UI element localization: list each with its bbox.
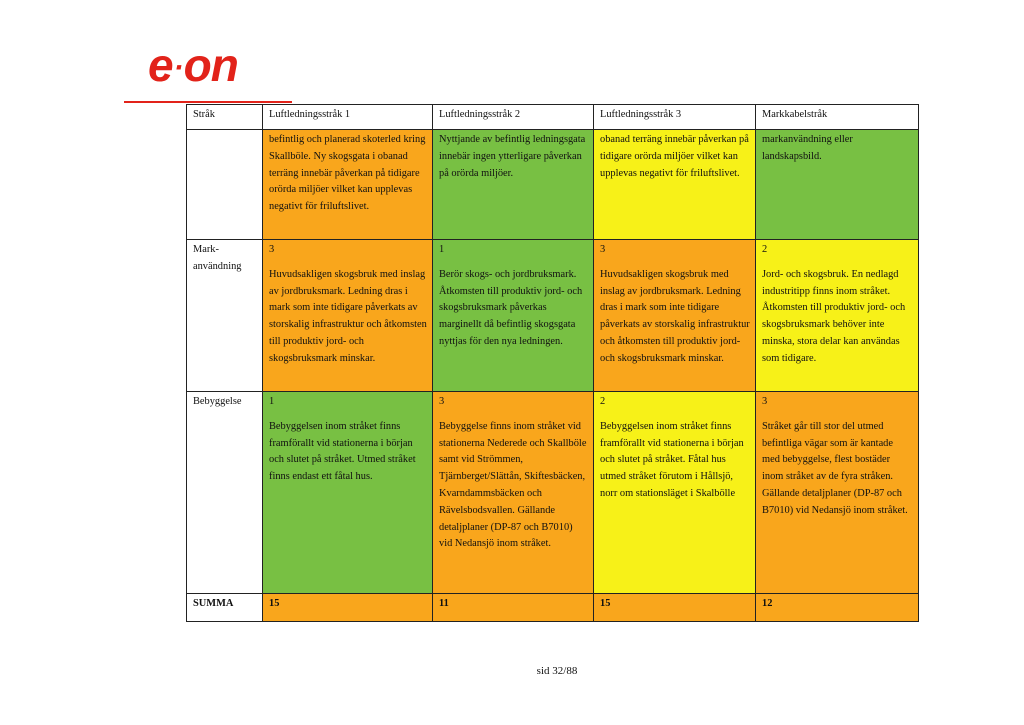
- cell-text: befintlig och planerad skoterled kring Skallböle. Ny skogsgata i obanad terräng innebär påverkan på tidigare orörda miljöer vilket kan upplevas negativt för friluftslivet.: [269, 134, 426, 213]
- cell-text: Huvudsakligen skogsbruk med inslag av jordbruksmark. Ledning dras i mark som inte tidigare påverkats av storskalig infrastruktur och åtkomsten till produktiv jord- och skogsbruksmark minskar.: [269, 268, 427, 364]
- score-value: 3: [600, 244, 606, 255]
- cell-text: Huvudsakligen skogsbruk med inslag av jordbruksmark. Ledning dras i mark som inte tidigare påverkats av storskalig infrastruktur och åtkomsten till produktiv jord- och skogsbruksmark minskar.: [600, 268, 750, 364]
- sum-value: 15: [263, 594, 433, 622]
- logo-dot: ·: [173, 51, 183, 84]
- table-cell: [756, 240, 919, 392]
- header-row: [187, 105, 919, 130]
- table-row-markanvandning: [187, 240, 919, 392]
- page-number: sid 32/88: [536, 665, 578, 677]
- header-cell-strak-3: Luftledningsstråk 3: [594, 105, 756, 130]
- cell-text: markanvändning eller landskapsbild.: [762, 134, 853, 162]
- cell-text: Bebyggelsen inom stråket finns framförallt vid stationerna i början och slutet på stråket. Fåtal hus utmed stråket förutom i Hållsjö, norr om stationsläget i Skalbölle: [600, 420, 744, 499]
- cell-text: Berör skogs- och jordbruksmark. Åtkomsten till produktiv jord- och skogsbruksmark påverkas marginellt då befintlig skogsgata nyttjas för den nya ledningen.: [439, 268, 583, 347]
- table-cell: [433, 240, 594, 392]
- cell-text: Bebyggelse finns inom stråket vid stationerna Nederede och Skallböle samt vid Strömmen, Tjärnberget/Slättån, Skiftesbäcken, Kvarndammsbäcken och Rävelsbodsvallen. Gällande detaljplaner (DP-87 och B7010) vid Nedansjö inom stråket.: [439, 420, 587, 550]
- header-cell-markkabel: Markkabelstråk: [756, 105, 919, 130]
- score-value: 3: [269, 244, 275, 255]
- cell-text: Stråket går till stor del utmed befintliga vägar som är kantade med bebyggelse, flest bostäder inom stråket av de fyra stråken. Gällande detaljplaner (DP-87 och B7010) vid Nedansjö inom stråket.: [762, 420, 908, 516]
- row-label: [187, 130, 263, 240]
- eon-logo: [148, 40, 238, 97]
- table-cell: [756, 130, 919, 240]
- table-row-bebyggelse: [187, 392, 919, 594]
- logo-text-on: on: [183, 39, 238, 91]
- table-cell: [594, 240, 756, 392]
- table-cell: [433, 130, 594, 240]
- table-cell: [756, 392, 919, 594]
- score-value: 1: [439, 244, 445, 255]
- comparison-table: [186, 104, 919, 622]
- score-value: 3: [762, 396, 768, 407]
- row-label: SUMMA: [187, 594, 263, 622]
- cell-text: Jord- och skogsbruk. En nedlagd industritipp finns inom stråket. Åtkomsten till produktiv jord- och skogsbruksmark behöver inte minska, stora delar kan användas som tidigare.: [762, 268, 906, 364]
- sum-value: 11: [433, 594, 594, 622]
- sum-value: 12: [756, 594, 919, 622]
- score-value: 2: [600, 396, 606, 407]
- row-label: Bebyggelse: [187, 392, 263, 594]
- table-cell: [594, 392, 756, 594]
- table-cell: [263, 240, 433, 392]
- header-cell-strak-1: Luftledningsstråk 1: [263, 105, 433, 130]
- cell-text: obanad terräng innebär påverkan på tidigare orörda miljöer vilket kan upplevas negativt för friluftslivet.: [600, 134, 749, 179]
- score-value: 3: [439, 396, 445, 407]
- table-cell: [594, 130, 756, 240]
- logo-text-e: e: [148, 39, 173, 91]
- table-cell: [263, 130, 433, 240]
- cell-text: Bebyggelsen inom stråket finns framförallt vid stationerna i början och slutet på stråket. Utmed stråket finns endast ett fåtal hus.: [269, 420, 416, 483]
- score-value: 2: [762, 244, 768, 255]
- header-cell-strak-2: Luftledningsstråk 2: [433, 105, 594, 130]
- table-row-summa: [187, 594, 919, 622]
- row-label: Mark-användning: [187, 240, 263, 392]
- header-rule: [124, 101, 292, 103]
- table-row-continuation: [187, 130, 919, 240]
- table-cell: [433, 392, 594, 594]
- sum-value: 15: [594, 594, 756, 622]
- header-cell-strak: Stråk: [187, 105, 263, 130]
- cell-text: Nyttjande av befintlig ledningsgata innebär ingen ytterligare påverkan på orörda miljöer.: [439, 134, 586, 179]
- score-value: 1: [269, 396, 275, 407]
- table-cell: [263, 392, 433, 594]
